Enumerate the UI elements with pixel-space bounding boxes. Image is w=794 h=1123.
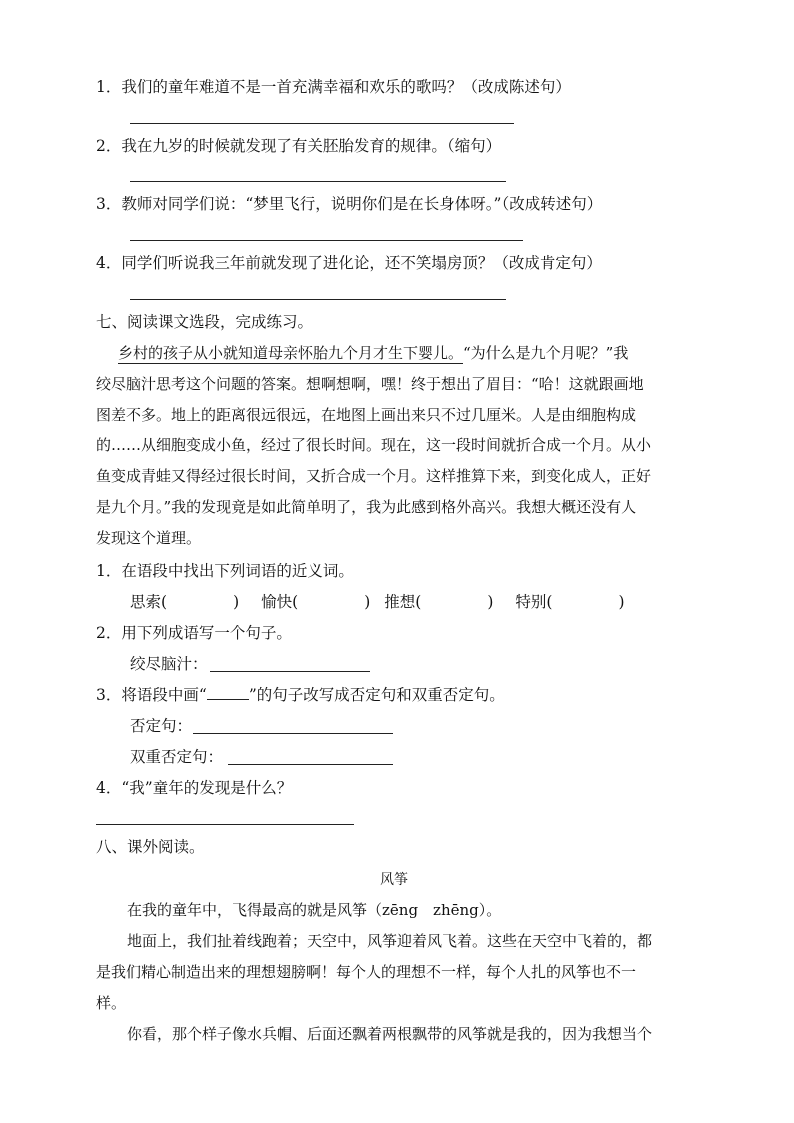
q6-4 xyxy=(96,253,602,273)
synonym-item[interactable]: 特别( ) xyxy=(515,593,625,611)
question-number: 3． xyxy=(96,195,122,213)
passage-line: 图差不多。地上的距离很远很远，在地图上画出来只不过几厘米。人是由细胞构成 xyxy=(96,406,637,424)
answer-line[interactable] xyxy=(193,733,393,734)
underlined-sentence: 乡村的孩子从小就知道母亲怀胎九个月才生下婴儿。 xyxy=(118,344,464,362)
q6-2 xyxy=(96,136,501,156)
underline-marker xyxy=(207,685,249,700)
q6-3 xyxy=(96,194,602,214)
section-7-title: 七、阅读课文选段，完成练习。 xyxy=(96,313,314,331)
passage-line: 乡村的孩子从小就知道母亲怀胎九个月才生下婴儿。“为什么是九个月呢？”我 xyxy=(118,344,629,362)
question-text: 我们的童年难道不是一首充满幸福和欢乐的歌吗？（改成陈述句） xyxy=(121,78,571,96)
question-number: 1． xyxy=(96,78,122,96)
q6-1 xyxy=(96,77,571,97)
synonym-item[interactable]: 愉快( ) xyxy=(261,593,371,611)
question-number: 4． xyxy=(96,254,122,272)
article-line: 是我们精心制造出来的理想翅膀啊！每个人的理想不一样，每个人扎的风筝也不一 xyxy=(96,963,637,981)
synonym-row xyxy=(130,592,625,612)
article-title: 风筝 xyxy=(380,872,408,888)
negative-sentence-label: 否定句： xyxy=(130,717,193,735)
answer-line[interactable] xyxy=(130,123,514,124)
question-number: 2． xyxy=(96,137,122,155)
s7-q1: 1．在语段中找出下列词语的近义词。 xyxy=(96,562,354,580)
article-line: 样。 xyxy=(96,994,127,1012)
answer-line[interactable] xyxy=(210,671,370,672)
article-paragraph: 在我的童年中，飞得最高的就是风筝（zēng zhēng）。 xyxy=(127,901,502,919)
answer-line[interactable] xyxy=(130,240,523,241)
synonym-item[interactable]: 推想( ) xyxy=(384,593,494,611)
article-line: 地面上，我们扯着线跑着；天空中，风筝迎着风飞着。这些在天空中飞着的，都 xyxy=(127,932,653,950)
double-negative-label: 双重否定句： xyxy=(130,748,224,766)
answer-line[interactable] xyxy=(96,824,354,825)
passage-line: 的……从细胞变成小鱼，经过了很长时间。现在，这一段时间就折合成一个月。从小 xyxy=(96,436,652,454)
s7-q4: 4．“我”童年的发现是什么？ xyxy=(96,779,293,797)
s7-q2: 2．用下列成语写一个句子。 xyxy=(96,624,292,642)
passage-line: 绞尽脑汁思考这个问题的答案。想啊想啊，嘿！终于想出了眉目：“哈！这就跟画地 xyxy=(96,375,644,393)
idiom-item: 绞尽脑汁： xyxy=(130,655,208,673)
question-text: 教师对同学们说：“梦里飞行，说明你们是在长身体呀。”（改成转述句） xyxy=(121,195,603,213)
question-text: 同学们听说我三年前就发现了进化论，还不笑塌房顶？（改成肯定句） xyxy=(121,254,602,272)
answer-line[interactable] xyxy=(228,764,393,765)
answer-line[interactable] xyxy=(130,299,506,300)
synonym-item[interactable]: 思索( ) xyxy=(130,593,240,611)
passage-line: 发现这个道理。 xyxy=(96,529,202,547)
section-8-title: 八、课外阅读。 xyxy=(96,838,205,856)
answer-line[interactable] xyxy=(130,181,506,182)
question-text: 我在九岁的时候就发现了有关胚胎发育的规律。（缩句） xyxy=(121,137,502,155)
article-line: 你看，那个样子像水兵帽、后面还飘着两根飘带的风筝就是我的，因为我想当个 xyxy=(127,1025,653,1043)
passage-line: 鱼变成青蛙又得经过很长时间，又折合成一个月。这样推算下来，到变化成人，正好 xyxy=(96,467,652,485)
s7-q3: 3．将语段中画“ ”的句子改写成否定句和双重否定句。 xyxy=(96,686,505,704)
passage-line: 是九个月。”我的发现竟是如此简单明了，我为此感到格外高兴。我想大概还没有人 xyxy=(96,498,637,516)
